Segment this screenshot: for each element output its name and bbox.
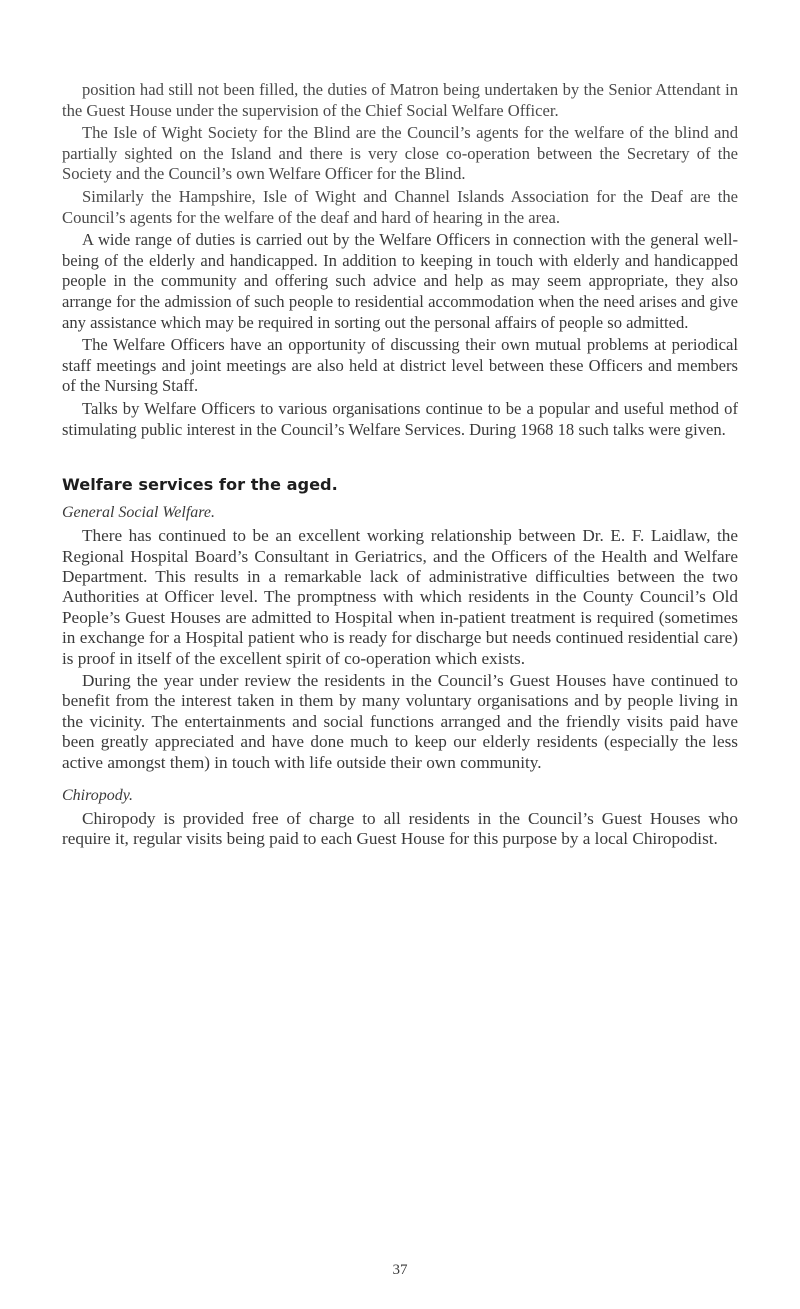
paragraph-blind-society: The Isle of Wight Society for the Blind are the Council’s agents for the welfare of the blind and partially sighted on the Island and there is very close co-operation between the Secretary of the Society and the Council’s own Welfare Officer for the Blind.: [62, 123, 738, 184]
paragraph-deaf-association: Similarly the Hampshire, Isle of Wight and Channel Islands Association for the Deaf are the Council’s agents for the welfare of the deaf and hard of hearing in the area.: [62, 186, 738, 227]
chiropody-section: [62, 785, 738, 850]
subheading-chiropody: Chiropody.: [62, 786, 133, 804]
intro-section: [62, 80, 738, 440]
paragraph-guest-houses: During the year under review the residents in the Council’s Guest Houses have continued to benefit from the interest taken in them by many voluntary organisations and by people living in the vicinity. The entertainments and social functions arranged and the friendly visits paid have been greatly appreciated and have done much to keep our elderly residents (especially the less active amongst them) in touch with life outside their own community.: [62, 670, 738, 772]
paragraph-working-relationship: There has continued to be an excellent working relationship between Dr. E. F. Laidlaw, the Regional Hospital Board’s Consultant in Geriatrics, and the Officers of the Health and Welfare Department. This results in a remarkable lack of administrative difficulties between the two Authorities at Officer level. The promptness with which residents in the County Council’s Old People’s Guest Houses are admitted to Hospital when in-patient treatment is required (sometimes in exchange for a Hospital patient who is ready for discharge but needs continued residential care) is proof in itself of the excellent spirit of co-operation which exists.: [62, 526, 738, 668]
paragraph-staff-meetings: The Welfare Officers have an opportunity of discussing their own mutual problems at periodical staff meetings and joint meetings are also held at district level between these Officers and members of the Nursing Staff.: [62, 335, 738, 396]
page-number: 37: [392, 1262, 408, 1278]
subheading-general-welfare: General Social Welfare.: [62, 504, 216, 522]
general-welfare-section: [62, 502, 738, 773]
section-heading: Welfare services for the aged.: [62, 475, 338, 495]
paragraph-talks: Talks by Welfare Officers to various organisations continue to be a popular and useful method of stimulating public interest in the Council’s Welfare Services. During 1968 18 such talks were given.: [62, 398, 738, 439]
document-page: [62, 80, 738, 850]
paragraph-chiropody: Chiropody is provided free of charge to all residents in the Council’s Guest Houses who require it, regular visits being paid to each Guest House for this purpose by a local Chiropodist.: [62, 808, 738, 849]
paragraph-matron: position had still not been filled, the duties of Matron being undertaken by the Senior Attendant in the Guest House under the supervision of the Chief Social Welfare Officer.: [62, 80, 738, 120]
paragraph-welfare-duties: A wide range of duties is carried out by the Welfare Officers in connection with the general well-being of the elderly and handicapped. In addition to keeping in touch with elderly and handicapped people in the community and offering such advice and help as may seem appropriate, they also arrange for the admission of such people to residential accommodation when the need arises and give any assistance which may be required in sorting out the personal affairs of people so admitted.: [62, 230, 738, 332]
